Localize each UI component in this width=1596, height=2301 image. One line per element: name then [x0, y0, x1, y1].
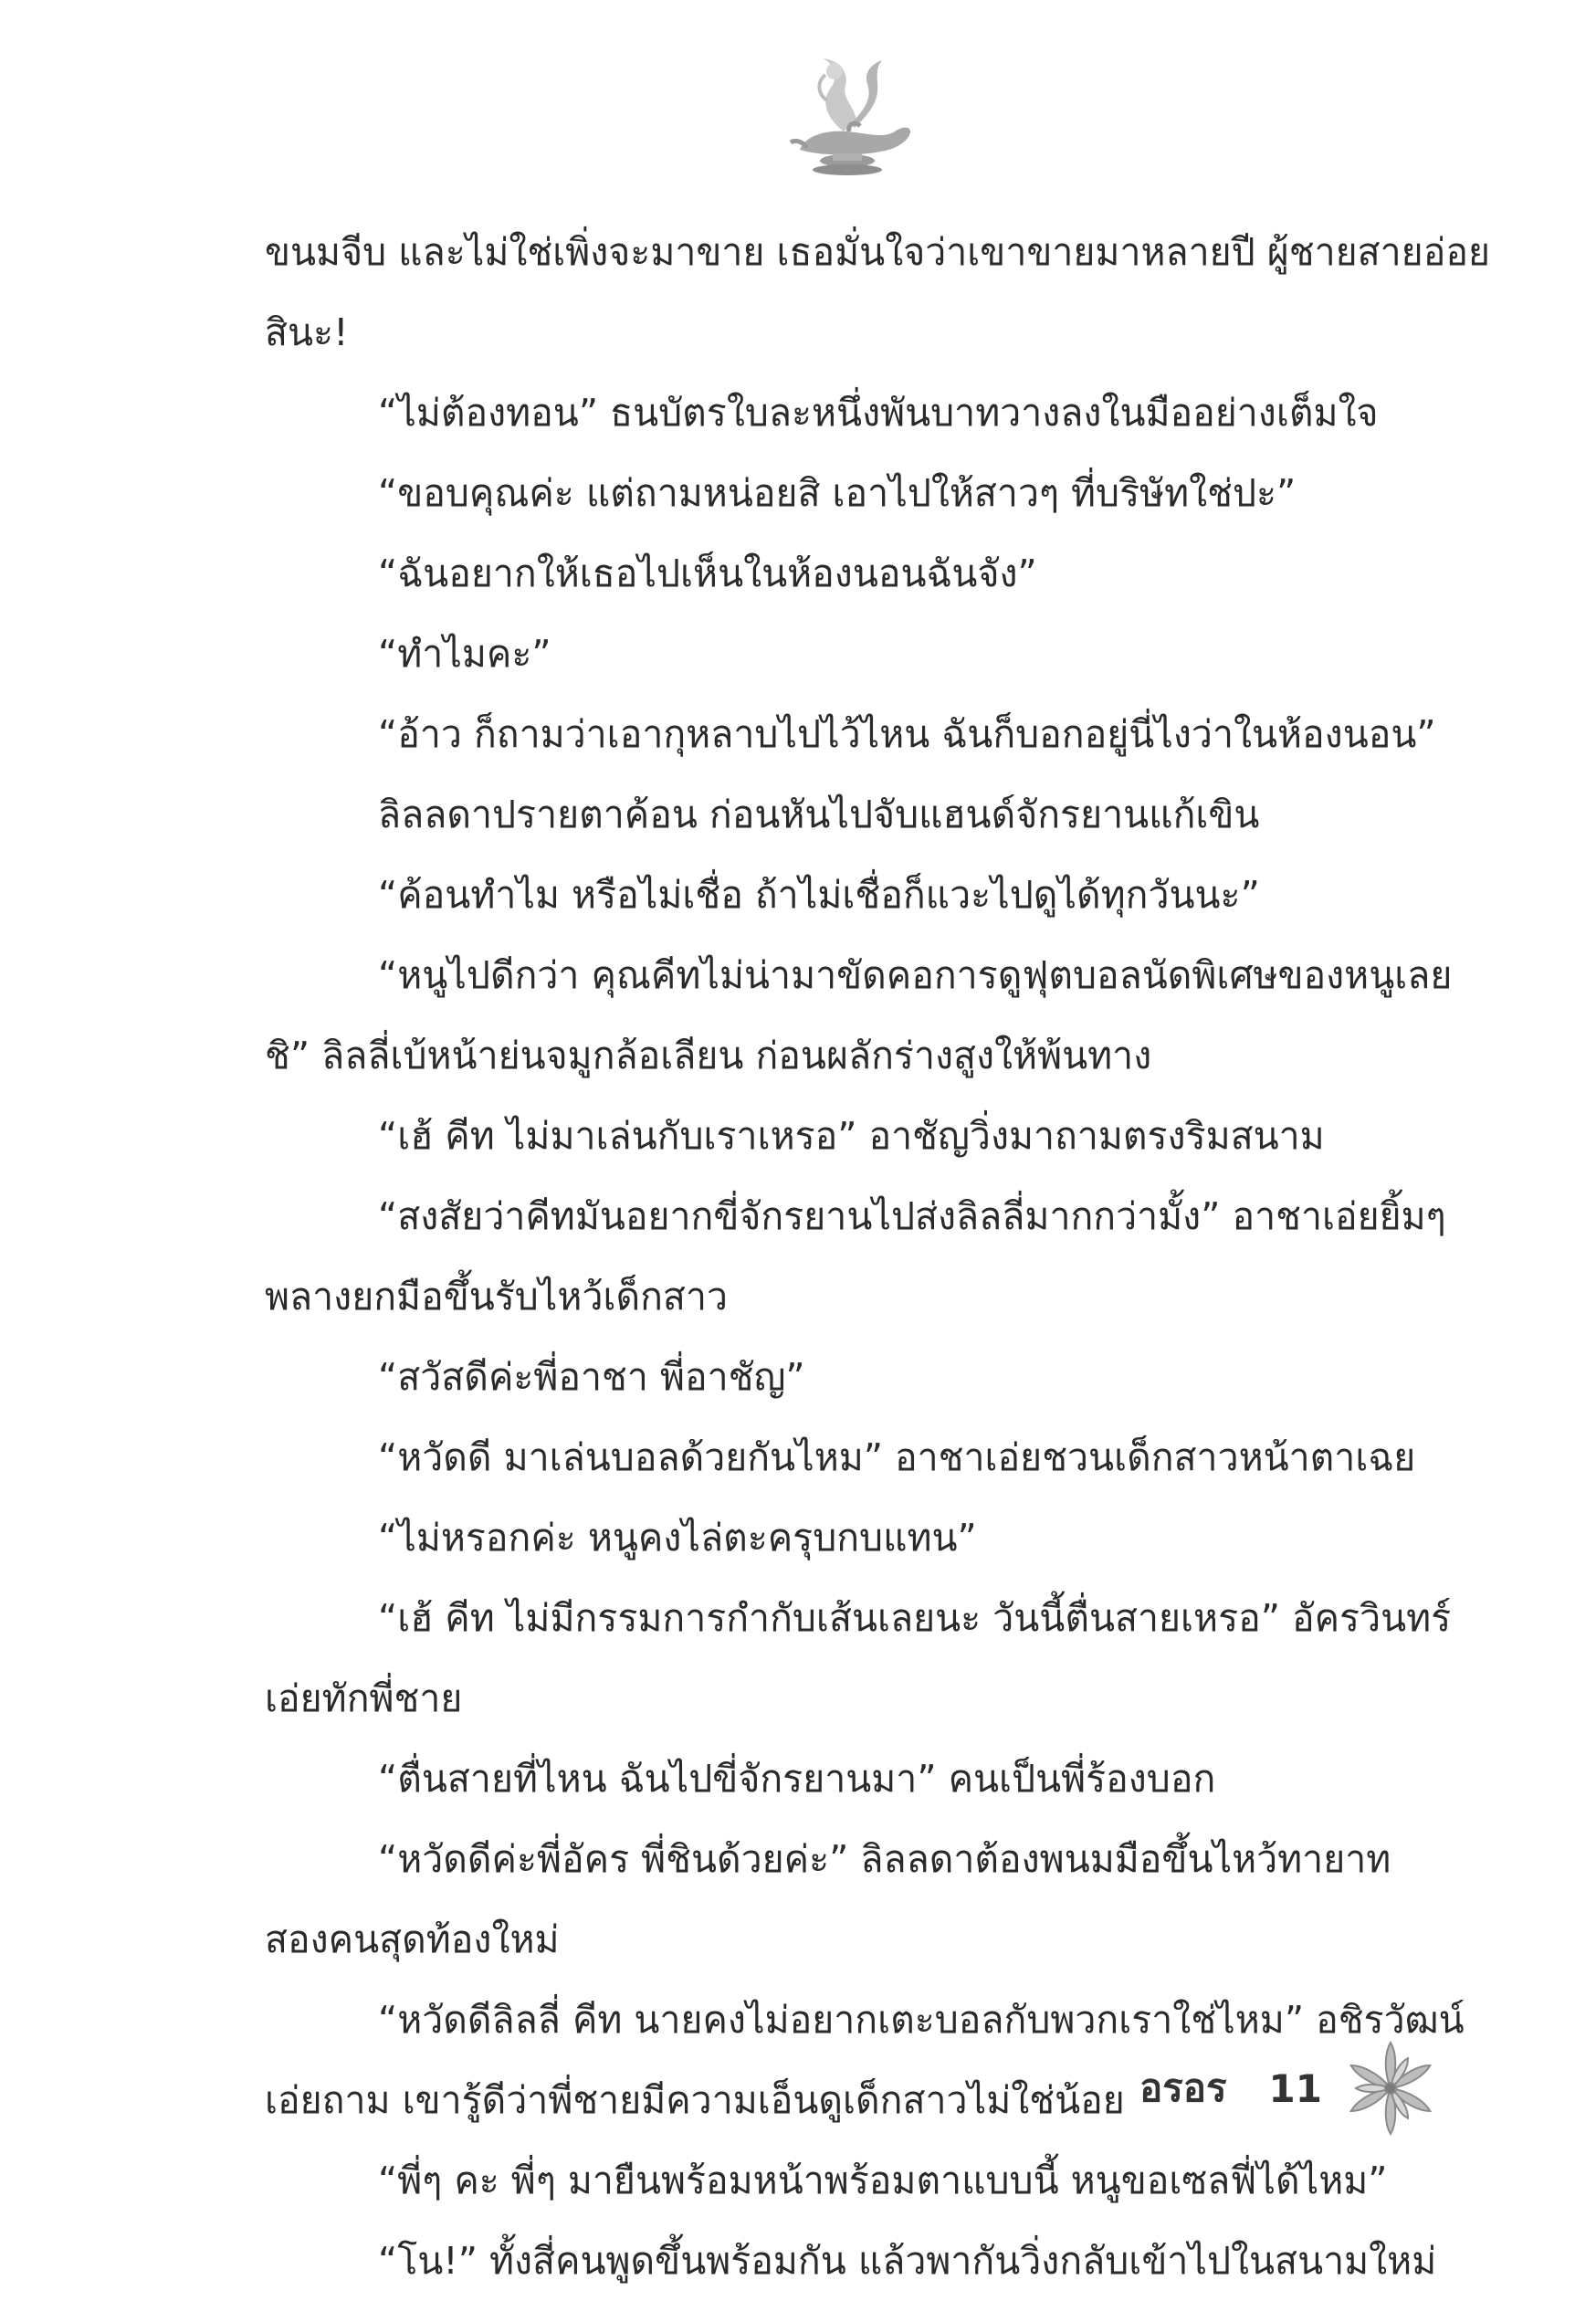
genie-lamp-icon: [772, 47, 919, 184]
text-line: ลิลลดาปรายตาค้อน ก่อนหันไปจับแฮนด์จักรยานแก้เขิน: [378, 793, 1260, 836]
text-line: “ไม่หรอกค่ะ หนูคงไล่ตะครุบกบแทน”: [378, 1516, 977, 1560]
text-line: เอ่ยถาม เขารู้ดีว่าพี่ชายมีความเอ็นดูเด็กสาวไม่ใช่น้อย: [265, 2078, 1125, 2122]
text-line: “สวัสดีค่ะพี่อาชา พี่อาชัญ”: [378, 1355, 805, 1399]
text-line: เอ่ยทักพี่ชาย: [265, 1676, 463, 1720]
text-line: ขนมจีบ และไม่ใช่เพิ่งจะมาขาย เธอมั่นใจว่าเขาขายมาหลายปี ผู้ชายสายอ่อย: [265, 230, 1490, 274]
text-line: “เฮ้ คีท ไม่มีกรรมการกำกับเส้นเลยนะ วันนี้ตื่นสายเหรอ” อัครวินทร์: [378, 1596, 1452, 1640]
body-text: [265, 212, 1490, 2301]
text-line: “ทำไมคะ”: [378, 632, 551, 676]
text-line: “หวัดดีลิลลี่ คีท นายคงไม่อยากเตะบอลกับพวกเราใช่ไหม” อชิรวัฒน์: [378, 1998, 1465, 2042]
text-line: “โน!” ทั้งสี่คนพูดขึ้นพร้อมกัน แล้วพากันวิ่งกลับเข้าไปในสนามใหม่: [378, 2239, 1437, 2283]
page-number: 11: [1268, 2065, 1322, 2111]
text-line: “หนูไปดีกว่า คุณคีทไม่น่ามาขัดคอการดูฟุตบอลนัดพิเศษของหนูเลย: [378, 953, 1453, 997]
text-line: สินะ!: [265, 310, 349, 354]
text-line: สองคนสุดท้องใหม่: [265, 1918, 560, 1961]
text-line: “หวัดดีค่ะพี่อัคร พี่ชินด้วยค่ะ” ลิลลดาต้องพนมมือขึ้นไหว้ทายาท: [378, 1837, 1391, 1881]
text-line: พลางยกมือขึ้นรับไหว้เด็กสาว: [265, 1275, 728, 1319]
text-line: “ฉันอยากให้เธอไปเห็นในห้องนอนฉันจัง”: [378, 552, 1037, 595]
text-line: “ตื่นสายที่ไหน ฉันไปขี่จักรยานมา” คนเป็นพี่ร้องบอก: [378, 1757, 1216, 1801]
lily-flower-icon: [1340, 2038, 1441, 2138]
author-name: อรอร: [1139, 2065, 1227, 2110]
text-line: “ขอบคุณค่ะ แต่ถามหน่อยสิ เอาไปให้สาวๆ ที่บริษัทใช่ปะ”: [378, 471, 1297, 515]
text-line: “อ้าว ก็ถามว่าเอากุหลาบไปไว้ไหน ฉันก็บอกอยู่นี่ไงว่าในห้องนอน”: [378, 712, 1436, 756]
text-line: “หวัดดี มาเล่นบอลด้วยกันไหม” อาชาเอ่ยชวนเด็กสาวหน้าตาเฉย: [378, 1435, 1416, 1479]
text-line: “ค้อนทำไม หรือไม่เชื่อ ถ้าไม่เชื่อก็แวะไปดูได้ทุกวันนะ”: [378, 873, 1260, 917]
text-line: “พี่ๆ คะ พี่ๆ มายืนพร้อมหน้าพร้อมตาแบบนี้ หนูขอเซลฟี่ได้ไหม”: [378, 2159, 1388, 2202]
text-line: “เฮ้ คีท ไม่มาเล่นกับเราเหรอ” อาชัญวิ่งมาถามตรงริมสนาม: [378, 1114, 1325, 1158]
text-line: “ไม่ต้องทอน” ธนบัตรใบละหนึ่งพันบาทวางลงในมืออย่างเต็มใจ: [378, 391, 1379, 435]
page-footer: [1139, 2038, 1441, 2138]
text-line: ชิ” ลิลลี่เบ้หน้าย่นจมูกล้อเลียน ก่อนผลักร่างสูงให้พ้นทาง: [265, 1034, 1152, 1077]
text-line: “สงสัยว่าคีทมันอยากขี่จักรยานไปส่งลิลลี่มากกว่ามั้ง” อาชาเอ่ยยิ้มๆ: [378, 1194, 1446, 1238]
